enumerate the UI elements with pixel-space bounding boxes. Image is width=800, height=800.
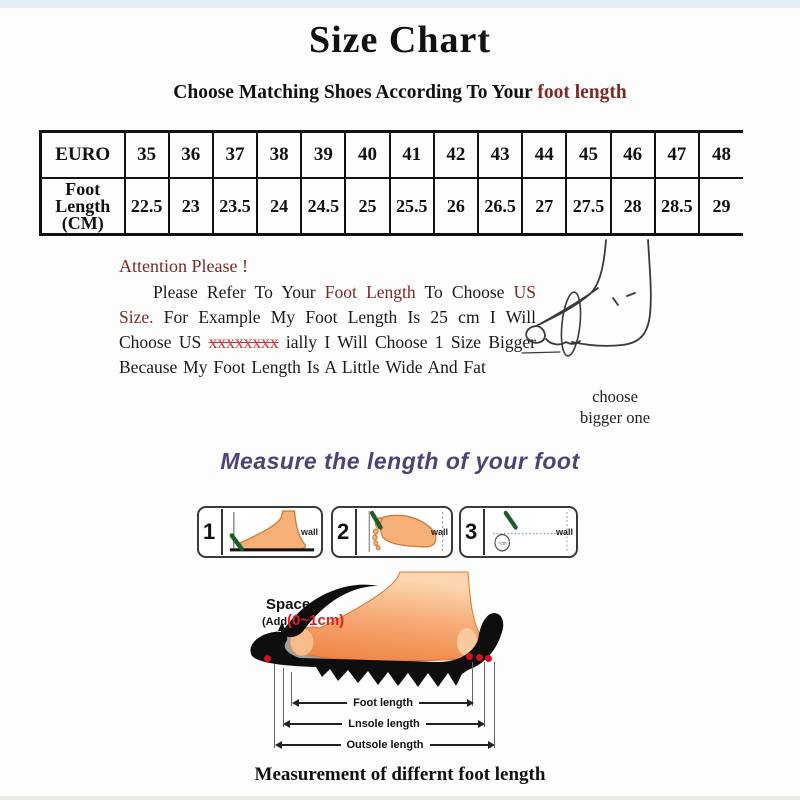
top-edge-strip bbox=[0, 0, 800, 8]
caption-line: bigger one bbox=[579, 408, 651, 427]
size-cell: 37 bbox=[213, 132, 257, 179]
length-cell: 23.5 bbox=[213, 178, 257, 235]
length-cell: 24.5 bbox=[301, 178, 345, 235]
page-title: Size Chart bbox=[308, 19, 492, 61]
wall-label: wall bbox=[430, 527, 448, 537]
outsole-length-label: Outsole length bbox=[346, 739, 424, 751]
size-cell: 41 bbox=[390, 132, 434, 179]
arrow-line bbox=[430, 744, 489, 746]
size-cell: 43 bbox=[478, 132, 522, 179]
arrowhead-right-icon bbox=[478, 720, 485, 728]
foot-length-arrow bbox=[292, 697, 474, 709]
outsole-length-arrow bbox=[275, 739, 495, 751]
measure-step-1 bbox=[197, 506, 323, 558]
table-row-foot-length bbox=[41, 178, 744, 235]
length-cell: 26.5 bbox=[478, 178, 522, 235]
row-label-line: Length bbox=[55, 195, 111, 216]
step-number: 1 bbox=[203, 519, 216, 544]
foot-side-sketch-illustration bbox=[500, 238, 700, 378]
arrowhead-right-icon bbox=[467, 699, 474, 707]
attention-redacted-text: xxxxxxxx bbox=[208, 332, 279, 352]
size-cell: 40 bbox=[345, 132, 389, 179]
length-cell: 27.5 bbox=[566, 178, 610, 235]
measure-point-dot bbox=[476, 654, 483, 661]
length-cell: 28.5 bbox=[655, 178, 699, 235]
measure-point-dot bbox=[466, 653, 473, 660]
table-header-euro: EURO bbox=[41, 132, 125, 179]
attention-text: For Example My Foot Length Is 25 cm I Will Choose US bbox=[119, 307, 536, 352]
arrowhead-left-icon bbox=[283, 720, 290, 728]
length-cell: 26 bbox=[434, 178, 478, 235]
choose-bigger-caption bbox=[545, 386, 685, 428]
subtitle bbox=[0, 82, 800, 104]
size-cell: 42 bbox=[434, 132, 478, 179]
step-number: 3 bbox=[465, 519, 478, 544]
arrowhead-left-icon bbox=[275, 741, 282, 749]
length-cell: 28 bbox=[611, 178, 655, 235]
arrow-line bbox=[419, 702, 467, 704]
length-cell: 29 bbox=[699, 178, 743, 235]
measure-point-dot bbox=[485, 655, 492, 662]
size-conversion-table bbox=[39, 130, 743, 236]
measure-point-dot bbox=[264, 655, 271, 662]
arrowhead-right-icon bbox=[488, 741, 495, 749]
step-divider bbox=[221, 509, 223, 555]
arrow-line bbox=[299, 702, 347, 704]
subtitle-highlight: foot length bbox=[537, 82, 627, 103]
guide-line bbox=[274, 664, 275, 748]
length-cell: 25 bbox=[345, 178, 389, 235]
space-add-value: (0~1cm) bbox=[287, 612, 345, 629]
arrow-line bbox=[290, 723, 342, 725]
wall-label: wall bbox=[555, 527, 573, 537]
attention-paragraph bbox=[119, 280, 536, 380]
size-cell: 45 bbox=[566, 132, 610, 179]
attention-text: To Choose bbox=[415, 282, 514, 302]
size-cell: 46 bbox=[611, 132, 655, 179]
guide-line bbox=[494, 662, 495, 748]
length-cell: 24 bbox=[257, 178, 301, 235]
attention-us-size: US Size. bbox=[119, 282, 536, 327]
size-cell: 48 bbox=[699, 132, 743, 179]
circle-label: ~cm bbox=[497, 541, 507, 547]
row-label-line: Foot bbox=[65, 178, 101, 199]
wall-label: wall bbox=[300, 527, 318, 537]
measure-step-3 bbox=[459, 506, 578, 558]
length-cell: 23 bbox=[169, 178, 213, 235]
size-cell: 38 bbox=[257, 132, 301, 179]
insole-length-label: Lnsole length bbox=[348, 718, 420, 730]
length-cell: 25.5 bbox=[390, 178, 434, 235]
step-divider bbox=[483, 509, 485, 555]
size-cell: 36 bbox=[169, 132, 213, 179]
table-row-euro bbox=[41, 132, 744, 179]
foot-length-label: Foot length bbox=[353, 697, 413, 709]
caption-line: choose bbox=[592, 387, 638, 406]
bottom-edge-strip bbox=[0, 796, 800, 800]
size-cell: 47 bbox=[655, 132, 699, 179]
space-add-prefix: (Add bbox=[262, 616, 288, 628]
attention-heading: Attention Please ! bbox=[119, 256, 248, 276]
insole-length-arrow bbox=[283, 718, 485, 730]
size-cell: 44 bbox=[522, 132, 566, 179]
size-cell: 39 bbox=[301, 132, 345, 179]
attention-text: ially I Will Choose 1 Size Bigger Because My Foot Length Is A Little Wide And Fat bbox=[119, 332, 536, 377]
table-header-foot-length bbox=[41, 178, 125, 235]
length-cell: 22.5 bbox=[125, 178, 169, 235]
step-number: 2 bbox=[337, 519, 350, 544]
length-cell: 27 bbox=[522, 178, 566, 235]
attention-note bbox=[119, 256, 536, 380]
attention-foot-length: Foot Length bbox=[324, 282, 416, 302]
step-divider bbox=[355, 509, 357, 555]
arrowhead-left-icon bbox=[292, 699, 299, 707]
bottom-caption: Measurement of differnt foot length bbox=[254, 764, 546, 785]
arrow-line bbox=[426, 723, 478, 725]
size-table bbox=[39, 130, 742, 236]
space-add-label bbox=[262, 612, 344, 629]
attention-text: Please Refer To Your bbox=[153, 282, 325, 302]
subtitle-text: Choose Matching Shoes According To Your bbox=[173, 82, 538, 103]
measure-step-2 bbox=[331, 506, 453, 558]
shoe-cross-section-illustration bbox=[238, 570, 582, 704]
space-label: Space bbox=[266, 596, 311, 613]
space-up-arrow bbox=[281, 630, 283, 660]
row-label-line: (CM) bbox=[61, 212, 104, 233]
measure-section-heading: Measure the length of your foot bbox=[220, 448, 580, 474]
size-cell: 35 bbox=[125, 132, 169, 179]
arrow-line bbox=[282, 744, 341, 746]
